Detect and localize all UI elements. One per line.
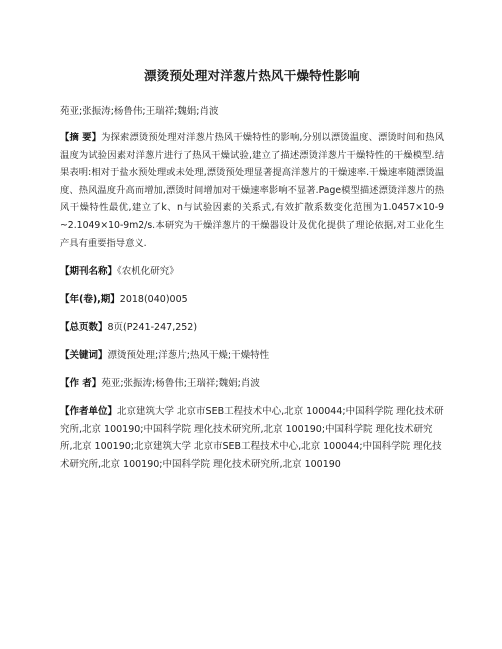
journal-label: 【期刊名称】 [60, 266, 118, 278]
abstract-section [60, 129, 444, 252]
authors-label: 【作 者】 [60, 378, 102, 390]
year-issue-label: 【年(卷),期】 [60, 294, 120, 306]
document-title: 漂烫预处理对洋葱片热风干燥特性影响 [144, 68, 360, 83]
abstract-text: 为探索漂烫预处理对洋葱片热风干燥特性的影响,分别以漂烫温度、漂烫时间和热风温度为试验因素对洋葱片进行了热风干燥试验,建立了描述漂烫洋葱片干燥特性的干燥模型.结果表明:相对于盐水预处理或未处理,漂烫预处理显著提高洋葱片的干燥速率.干燥速率随漂烫温度、热风温度升高而增加,漂烫时间增加对干燥速率影响不显著.Page模型描述漂烫洋葱片的热风干燥特性最优,建立了k、n与试验因素的关系式,有效扩散系数变化范围为1.0457×10-9 ~2.1049×10-9m2/s.本研究为干燥洋葱片的干燥器设计及优化提供了理论依据,对工业化生产具有重要指导意义. [60, 132, 444, 249]
authors-value: 苑亚;张振涛;杨鲁伟;王瑞祥;魏娟;肖波 [101, 378, 260, 390]
keywords-value: 漂烫预处理;洋葱片;热风干燥;干燥特性 [107, 350, 270, 362]
pages-field [60, 321, 444, 335]
journal-field [60, 265, 444, 279]
abstract-label: 【摘 要】 [60, 132, 102, 143]
affiliation-label: 【作者单位】 [60, 406, 118, 418]
journal-value: 《农机化研究》 [117, 266, 179, 278]
keywords-field [60, 349, 444, 363]
affiliation-value: 北京建筑大学 北京市SEB工程技术中心,北京 100044;中国科学院 理化技术研究所,北京 100190;中国科学院 理化技术研究所,北京 100190;中国科学院 理化技术研究所,北京 100190;北京建筑大学 北京市SEB工程技术中心,北京 100044;中国科学院 理化技术研究所,北京 100190;中国科学院 理化技术研究所,北京 100190 [60, 406, 444, 470]
affiliation-field [60, 403, 444, 473]
pages-label: 【总页数】 [60, 322, 108, 334]
authors-field [60, 377, 444, 391]
author-list: 苑亚;张振涛;杨鲁伟;王瑞祥;魏娟;肖波 [60, 106, 219, 117]
pages-value: 8页(P241-247,252) [107, 322, 198, 334]
keywords-label: 【关键词】 [60, 350, 108, 362]
year-issue-value: 2018(040)005 [119, 294, 188, 306]
year-issue-field [60, 293, 444, 307]
